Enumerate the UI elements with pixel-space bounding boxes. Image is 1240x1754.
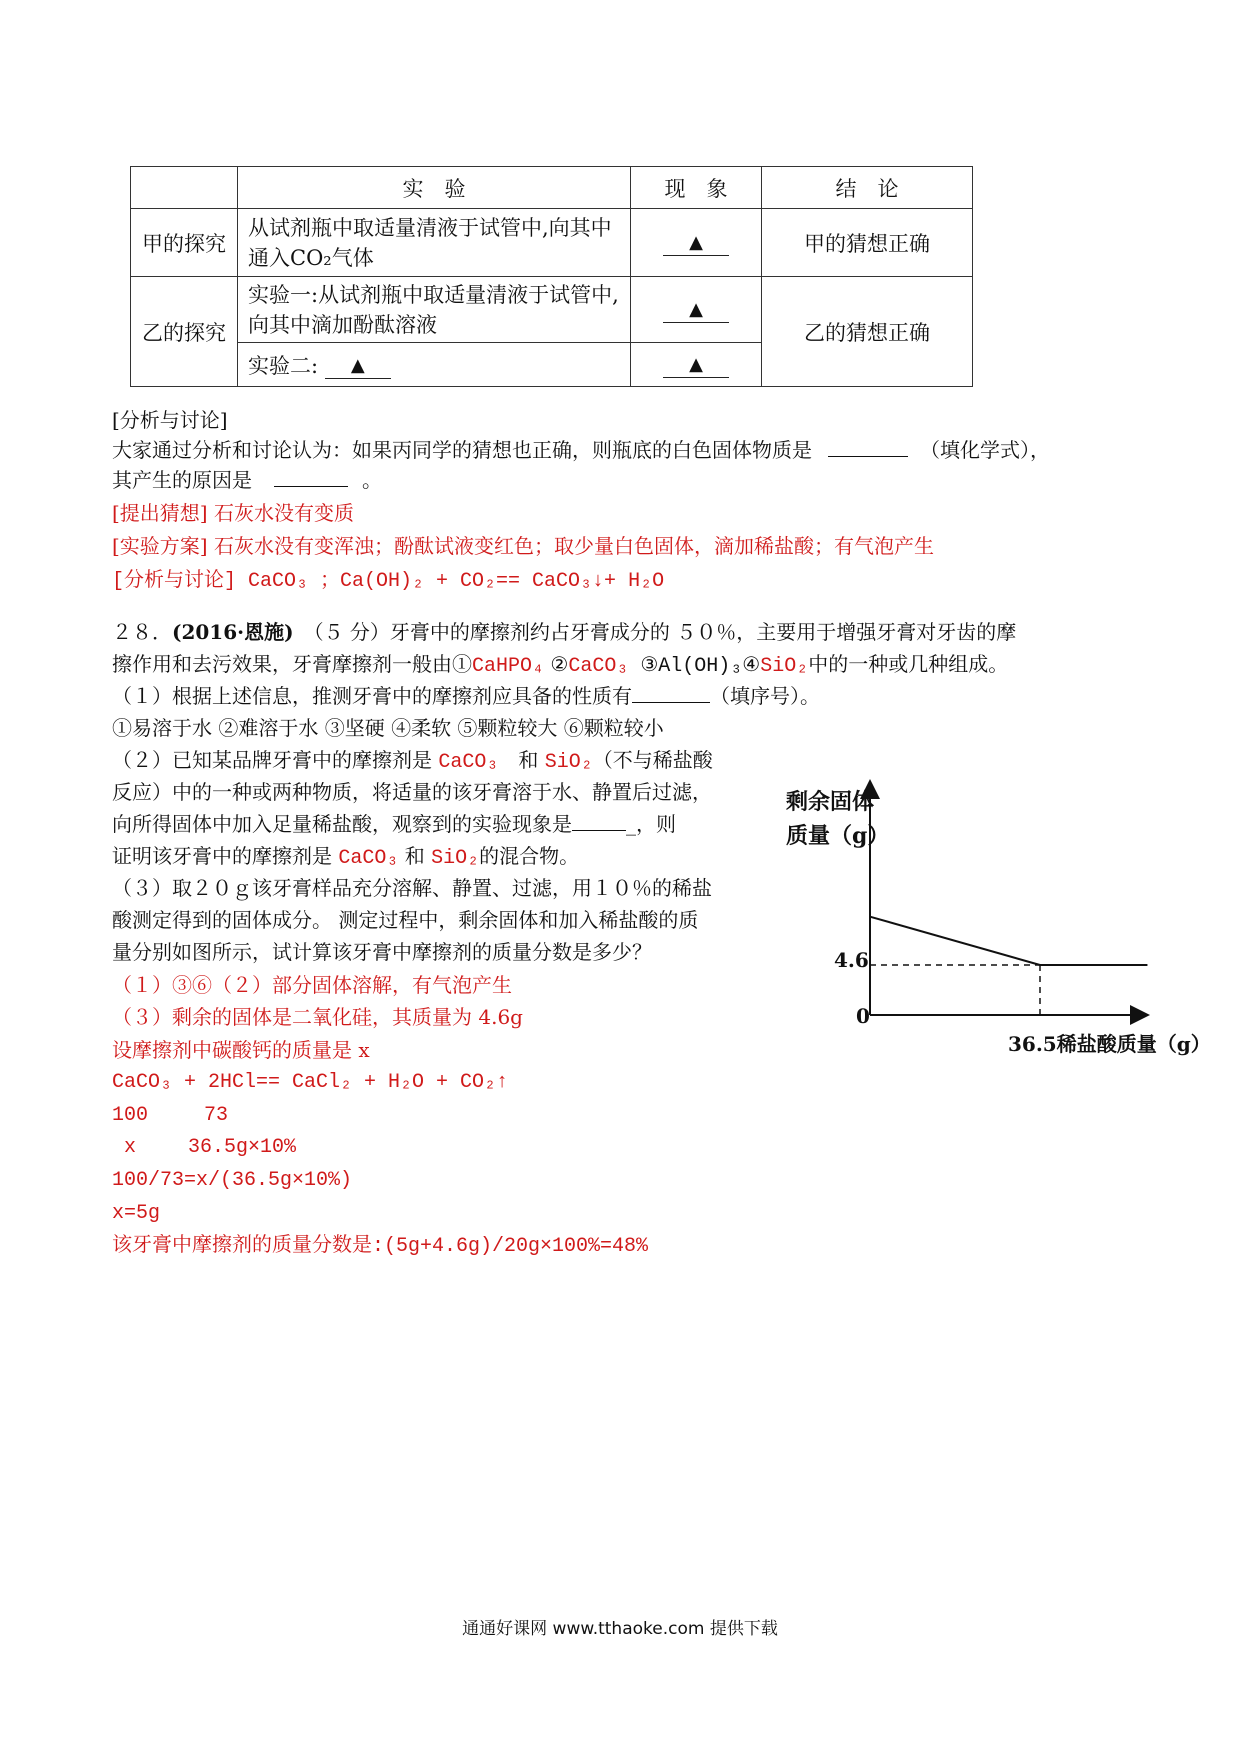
experiment-two-label: 实验二: xyxy=(248,353,319,378)
series-segment-reaction xyxy=(870,917,1040,965)
table-header-conclusion: 结 论 xyxy=(762,167,973,209)
q28-source: (2016·恩施) xyxy=(172,620,294,644)
answer-blank xyxy=(274,468,348,487)
row-experiment-yi-2 xyxy=(238,343,631,387)
q28-options: ①易溶于水 ②难溶于水 ③坚硬 ④柔软 ⑤颗粒较大 ⑥颗粒较小 xyxy=(112,716,664,740)
q28-part-text: 证明该牙膏中的摩擦剂是 xyxy=(112,844,339,868)
q28-part-text: 的混合物。 xyxy=(479,844,580,868)
q28-part-text: 和 xyxy=(498,748,545,772)
table-header-experiment: 实 验 xyxy=(238,167,631,209)
answer-28-1: （１）③⑥（２）部分固体溶解，有气泡产生 xyxy=(112,973,512,997)
answer-blank xyxy=(632,684,710,703)
row-experiment-yi-1: 实验一:从试剂瓶中取适量清液于试管中,向其中滴加酚酞溶液 xyxy=(238,277,631,343)
q28-part-1 xyxy=(112,681,820,711)
q28-part-3-a: （３）取２０ｇ该牙膏样品充分溶解、静置、过滤，用１０％的稀盐 xyxy=(112,876,712,900)
answer-ratio: 100/73=x/(36.5g×10%) xyxy=(112,1169,353,1192)
q28-part-text: 和 xyxy=(398,844,432,868)
q28-part-2-a xyxy=(112,745,713,778)
analysis-text: 。 xyxy=(362,468,382,492)
y-tick-0: 0 xyxy=(856,1004,870,1028)
formula: SiO₂ xyxy=(544,751,593,774)
analysis-text: 大家通过分析和讨论认为：如果丙同学的猜想也正确，则瓶底的白色固体物质是 xyxy=(112,438,812,462)
row-experiment-jia: 从试剂瓶中取适量清液于试管中,向其中通入CO₂气体 xyxy=(238,209,631,277)
q28-stem-line-1 xyxy=(112,617,1016,647)
formula: CaCO₃ xyxy=(338,847,399,870)
answer-guess: [提出猜想] 石灰水没有变质 xyxy=(112,501,354,525)
formula: SiO₂ xyxy=(760,655,809,678)
y-axis-label-line-1: 剩余固体 xyxy=(786,789,875,815)
ratio-value: 36.5g×10% xyxy=(188,1136,297,1159)
q28-stem: ③Al(OH)₃④ xyxy=(628,655,761,678)
answer-result: 该牙膏中摩擦剂的质量分数是:(5g+4.6g)/20g×100%=48% xyxy=(112,1235,649,1258)
table-header-empty xyxy=(131,167,238,209)
row-phenomenon-yi-1 xyxy=(631,277,762,343)
row-phenomenon-yi-2 xyxy=(631,343,762,387)
triangle-mark: ▲ xyxy=(689,299,703,320)
answer-x: x=5g xyxy=(112,1202,161,1225)
answer-blank xyxy=(572,812,626,831)
row-group-jia: 甲的探究 xyxy=(131,209,238,277)
ratio-value: 100 xyxy=(112,1104,149,1127)
q28-part-text: （１）根据上述信息，推测牙膏中的摩擦剂应具备的性质有 xyxy=(112,684,632,708)
analysis-line-1 xyxy=(112,435,1050,465)
formula: CaHPO₄ xyxy=(472,655,545,678)
q28-part-text: （２）已知某品牌牙膏中的摩擦剂是 xyxy=(112,748,439,772)
q28-part-3-c: 量分别如图所示，试计算该牙膏中摩擦剂的质量分数是多少？ xyxy=(112,940,652,964)
q28-part-2-b: 反应）中的一种或两种物质，将适量的该牙膏溶于水、静置后过滤， xyxy=(112,780,712,804)
q28-stem: ② xyxy=(544,652,569,676)
row-conclusion-jia: 甲的猜想正确 xyxy=(762,209,973,277)
formula: SiO₂ xyxy=(431,847,480,870)
q28-stem: 中的一种或几种组成。 xyxy=(808,652,1009,676)
q28-part-text: 向所得固体中加入足量稀盐酸，观察到的实验现象是 xyxy=(112,812,572,836)
q28-part-3-b: 酸测定得到的固体成分。 测定过程中，剩余固体和加入稀盐酸的质 xyxy=(112,908,699,932)
q28-stem: （５ 分）牙膏中的摩擦剂约占牙膏成分的 ５０％，主要用于增强牙膏对牙齿的摩 xyxy=(313,620,1017,644)
answer-blank xyxy=(828,438,908,457)
row-phenomenon-jia xyxy=(631,209,762,277)
triangle-mark: ▲ xyxy=(689,232,703,253)
row-group-yi: 乙的探究 xyxy=(131,277,238,387)
mass-chart xyxy=(780,775,1211,1075)
analysis-text: 其产生的原因是 xyxy=(112,468,252,492)
answer-equation: CaCO₃ + 2HCl== CaCl₂ + H₂O + CO₂↑ xyxy=(112,1071,509,1094)
q28-part-text: _，则 xyxy=(626,812,676,836)
answer-28-3: 设摩擦剂中碳酸钙的质量是 x xyxy=(112,1038,370,1062)
analysis-heading: [分析与讨论] xyxy=(112,408,228,432)
ratio-value: x xyxy=(124,1136,137,1159)
analysis-text: （填化学式）， xyxy=(920,438,1050,462)
answer-28-2: （３）剩余的固体是二氧化硅，其质量为 4.6g xyxy=(112,1005,523,1029)
q28-stem: 擦作用和去污效果，牙膏摩擦剂一般由① xyxy=(112,652,472,676)
y-tick-4-6: 4.6 xyxy=(834,948,869,972)
q28-part-2-c xyxy=(112,809,676,839)
ratio-value: 73 xyxy=(204,1104,229,1127)
q28-number: ２８． xyxy=(112,620,172,644)
row-conclusion-yi: 乙的猜想正确 xyxy=(762,277,973,387)
answer-plan: [实验方案] 石灰水没有变浑浊；酚酞试液变红色；取少量白色固体，滴加稀盐酸；有气泡产生 xyxy=(112,534,934,558)
answer-analysis: [分析与讨论] CaCO₃ ；Ca(OH)₂ + CO₂== CaCO₃↓+ H₂O xyxy=(112,570,665,593)
y-axis-label-line-2: 质量（g） xyxy=(786,823,890,849)
q28-part-text: （填序号）。 xyxy=(710,684,820,708)
table-header-phenomenon: 现 象 xyxy=(631,167,762,209)
q28-part-text: （不与稀盐酸 xyxy=(592,748,713,772)
formula: CaCO₃ xyxy=(438,751,499,774)
experiment-table xyxy=(130,166,973,387)
x-axis-label: 36.5稀盐酸质量（g） xyxy=(1008,1032,1211,1056)
q28-part-2-d xyxy=(112,841,579,874)
triangle-mark: ▲ xyxy=(350,354,365,376)
answer-ratio-row-2 xyxy=(112,1133,296,1163)
answer-ratio-row-1 xyxy=(112,1101,228,1131)
q28-stem-line-2 xyxy=(112,649,1008,682)
analysis-line-2 xyxy=(112,465,382,495)
triangle-mark: ▲ xyxy=(689,354,703,375)
footer-text: 通通好课网 www.tthaoke.com 提供下载 xyxy=(462,1619,778,1639)
formula: CaCO₃ xyxy=(568,655,629,678)
